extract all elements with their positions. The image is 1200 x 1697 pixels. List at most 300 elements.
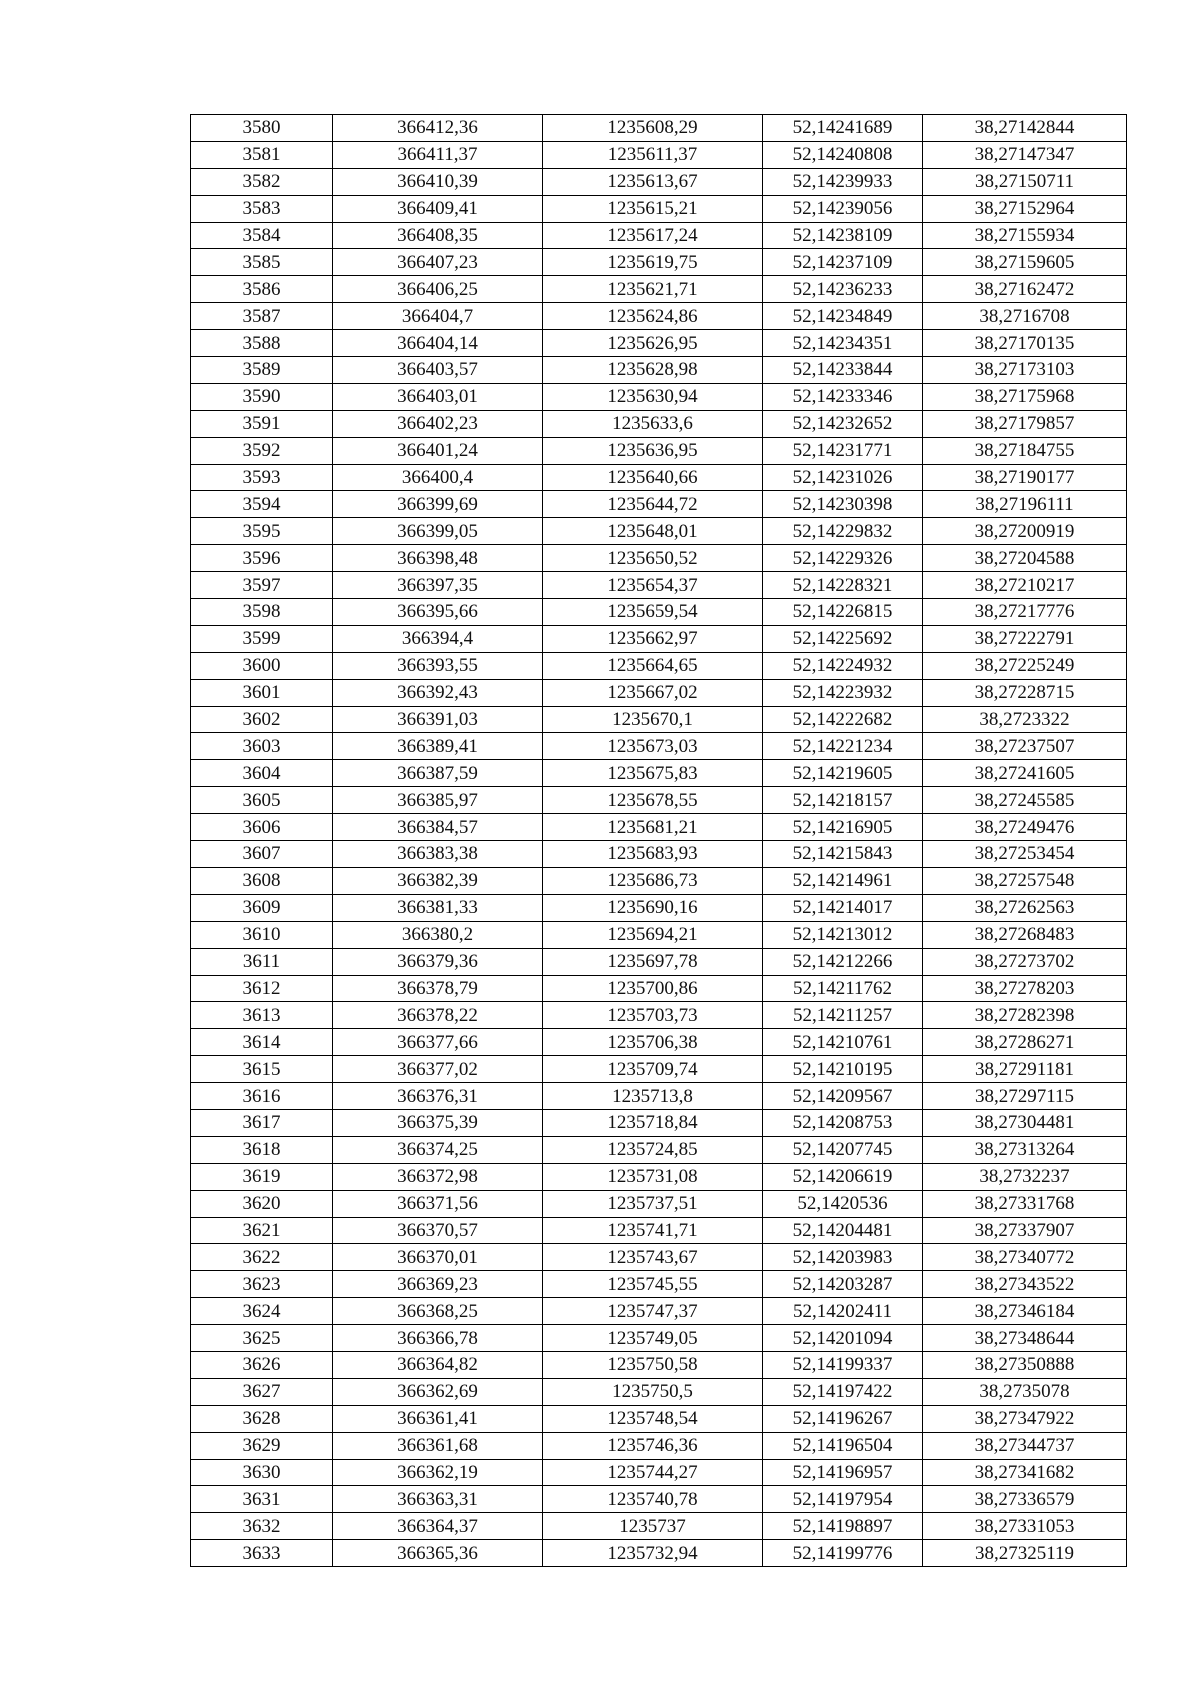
point-number-cell: 3605	[191, 787, 333, 814]
x-coordinate-cell: 366395,66	[333, 599, 543, 626]
longitude-cell: 38,27346184	[923, 1298, 1127, 1325]
point-number-cell: 3593	[191, 464, 333, 491]
y-coordinate-cell: 1235670,1	[543, 706, 763, 733]
table-row	[191, 679, 1127, 706]
latitude-cell: 52,14237109	[763, 249, 923, 276]
latitude-cell: 52,14202411	[763, 1298, 923, 1325]
table-row	[191, 1163, 1127, 1190]
longitude-cell: 38,27337907	[923, 1217, 1127, 1244]
point-number-cell: 3630	[191, 1459, 333, 1486]
point-number-cell: 3585	[191, 249, 333, 276]
longitude-cell: 38,27286271	[923, 1029, 1127, 1056]
latitude-cell: 52,14233844	[763, 357, 923, 384]
x-coordinate-cell: 366366,78	[333, 1325, 543, 1352]
point-number-cell: 3590	[191, 383, 333, 410]
x-coordinate-cell: 366369,23	[333, 1271, 543, 1298]
longitude-cell: 38,27170135	[923, 330, 1127, 357]
latitude-cell: 52,14196267	[763, 1405, 923, 1432]
longitude-cell: 38,27348644	[923, 1325, 1127, 1352]
table-row	[191, 1002, 1127, 1029]
table-row	[191, 383, 1127, 410]
point-number-cell: 3627	[191, 1378, 333, 1405]
latitude-cell: 52,14198897	[763, 1513, 923, 1540]
point-number-cell: 3623	[191, 1271, 333, 1298]
longitude-cell: 38,27347922	[923, 1405, 1127, 1432]
latitude-cell: 52,14209567	[763, 1083, 923, 1110]
table-row	[191, 437, 1127, 464]
longitude-cell: 38,2732237	[923, 1163, 1127, 1190]
x-coordinate-cell: 366381,33	[333, 894, 543, 921]
point-number-cell: 3628	[191, 1405, 333, 1432]
longitude-cell: 38,27210217	[923, 572, 1127, 599]
x-coordinate-cell: 366404,14	[333, 330, 543, 357]
table-row	[191, 1432, 1127, 1459]
table-row	[191, 1325, 1127, 1352]
longitude-cell: 38,27249476	[923, 814, 1127, 841]
point-number-cell: 3633	[191, 1540, 333, 1567]
longitude-cell: 38,27273702	[923, 948, 1127, 975]
coordinates-table	[190, 114, 1127, 1567]
table-row	[191, 733, 1127, 760]
longitude-cell: 38,27336579	[923, 1486, 1127, 1513]
table-row	[191, 1486, 1127, 1513]
table-row	[191, 491, 1127, 518]
latitude-cell: 52,14230398	[763, 491, 923, 518]
longitude-cell: 38,27173103	[923, 357, 1127, 384]
table-row	[191, 518, 1127, 545]
x-coordinate-cell: 366383,38	[333, 841, 543, 868]
table-row	[191, 1217, 1127, 1244]
table-row	[191, 948, 1127, 975]
x-coordinate-cell: 366363,31	[333, 1486, 543, 1513]
latitude-cell: 52,14219605	[763, 760, 923, 787]
table-row	[191, 599, 1127, 626]
longitude-cell: 38,27190177	[923, 464, 1127, 491]
x-coordinate-cell: 366364,37	[333, 1513, 543, 1540]
x-coordinate-cell: 366361,68	[333, 1432, 543, 1459]
table-row	[191, 1540, 1127, 1567]
y-coordinate-cell: 1235744,27	[543, 1459, 763, 1486]
longitude-cell: 38,27331768	[923, 1190, 1127, 1217]
point-number-cell: 3617	[191, 1109, 333, 1136]
longitude-cell: 38,27225249	[923, 652, 1127, 679]
longitude-cell: 38,27217776	[923, 599, 1127, 626]
x-coordinate-cell: 366410,39	[333, 168, 543, 195]
longitude-cell: 38,27253454	[923, 841, 1127, 868]
longitude-cell: 38,27155934	[923, 222, 1127, 249]
point-number-cell: 3583	[191, 195, 333, 222]
y-coordinate-cell: 1235619,75	[543, 249, 763, 276]
point-number-cell: 3582	[191, 168, 333, 195]
latitude-cell: 52,14203287	[763, 1271, 923, 1298]
x-coordinate-cell: 366403,01	[333, 383, 543, 410]
latitude-cell: 52,14196504	[763, 1432, 923, 1459]
latitude-cell: 52,14211762	[763, 975, 923, 1002]
latitude-cell: 52,14226815	[763, 599, 923, 626]
y-coordinate-cell: 1235740,78	[543, 1486, 763, 1513]
latitude-cell: 52,14228321	[763, 572, 923, 599]
x-coordinate-cell: 366399,69	[333, 491, 543, 518]
table-row	[191, 625, 1127, 652]
latitude-cell: 52,14233346	[763, 383, 923, 410]
x-coordinate-cell: 366377,66	[333, 1029, 543, 1056]
x-coordinate-cell: 366399,05	[333, 518, 543, 545]
x-coordinate-cell: 366393,55	[333, 652, 543, 679]
latitude-cell: 52,14234849	[763, 303, 923, 330]
table-row	[191, 1029, 1127, 1056]
longitude-cell: 38,27228715	[923, 679, 1127, 706]
table-row	[191, 1271, 1127, 1298]
latitude-cell: 52,14240808	[763, 141, 923, 168]
y-coordinate-cell: 1235628,98	[543, 357, 763, 384]
y-coordinate-cell: 1235686,73	[543, 867, 763, 894]
latitude-cell: 52,14241689	[763, 115, 923, 142]
point-number-cell: 3608	[191, 867, 333, 894]
table-row	[191, 1136, 1127, 1163]
point-number-cell: 3594	[191, 491, 333, 518]
latitude-cell: 52,14204481	[763, 1217, 923, 1244]
y-coordinate-cell: 1235697,78	[543, 948, 763, 975]
longitude-cell: 38,27262563	[923, 894, 1127, 921]
latitude-cell: 52,14225692	[763, 625, 923, 652]
latitude-cell: 52,14218157	[763, 787, 923, 814]
longitude-cell: 38,27179857	[923, 410, 1127, 437]
latitude-cell: 52,14238109	[763, 222, 923, 249]
point-number-cell: 3602	[191, 706, 333, 733]
table-row	[191, 357, 1127, 384]
x-coordinate-cell: 366368,25	[333, 1298, 543, 1325]
longitude-cell: 38,2716708	[923, 303, 1127, 330]
longitude-cell: 38,27291181	[923, 1056, 1127, 1083]
x-coordinate-cell: 366377,02	[333, 1056, 543, 1083]
latitude-cell: 52,14199337	[763, 1351, 923, 1378]
table-row	[191, 303, 1127, 330]
table-row	[191, 921, 1127, 948]
y-coordinate-cell: 1235621,71	[543, 276, 763, 303]
table-row	[191, 867, 1127, 894]
x-coordinate-cell: 366371,56	[333, 1190, 543, 1217]
longitude-cell: 38,27245585	[923, 787, 1127, 814]
x-coordinate-cell: 366382,39	[333, 867, 543, 894]
table-row	[191, 249, 1127, 276]
x-coordinate-cell: 366375,39	[333, 1109, 543, 1136]
point-number-cell: 3624	[191, 1298, 333, 1325]
table-row	[191, 841, 1127, 868]
x-coordinate-cell: 366364,82	[333, 1351, 543, 1378]
y-coordinate-cell: 1235732,94	[543, 1540, 763, 1567]
x-coordinate-cell: 366380,2	[333, 921, 543, 948]
point-number-cell: 3632	[191, 1513, 333, 1540]
table-row	[191, 545, 1127, 572]
y-coordinate-cell: 1235644,72	[543, 491, 763, 518]
y-coordinate-cell: 1235731,08	[543, 1163, 763, 1190]
y-coordinate-cell: 1235724,85	[543, 1136, 763, 1163]
x-coordinate-cell: 366370,01	[333, 1244, 543, 1271]
y-coordinate-cell: 1235703,73	[543, 1002, 763, 1029]
y-coordinate-cell: 1235737	[543, 1513, 763, 1540]
y-coordinate-cell: 1235654,37	[543, 572, 763, 599]
y-coordinate-cell: 1235617,24	[543, 222, 763, 249]
point-number-cell: 3604	[191, 760, 333, 787]
table-row	[191, 1405, 1127, 1432]
point-number-cell: 3598	[191, 599, 333, 626]
table-row	[191, 141, 1127, 168]
latitude-cell: 52,1420536	[763, 1190, 923, 1217]
y-coordinate-cell: 1235706,38	[543, 1029, 763, 1056]
latitude-cell: 52,14236233	[763, 276, 923, 303]
longitude-cell: 38,27150711	[923, 168, 1127, 195]
latitude-cell: 52,14210761	[763, 1029, 923, 1056]
latitude-cell: 52,14199776	[763, 1540, 923, 1567]
y-coordinate-cell: 1235650,52	[543, 545, 763, 572]
coordinates-table-body	[191, 115, 1127, 1567]
x-coordinate-cell: 366379,36	[333, 948, 543, 975]
longitude-cell: 38,27313264	[923, 1136, 1127, 1163]
longitude-cell: 38,27162472	[923, 276, 1127, 303]
table-row	[191, 1351, 1127, 1378]
longitude-cell: 38,27159605	[923, 249, 1127, 276]
latitude-cell: 52,14196957	[763, 1459, 923, 1486]
table-row	[191, 330, 1127, 357]
point-number-cell: 3621	[191, 1217, 333, 1244]
y-coordinate-cell: 1235630,94	[543, 383, 763, 410]
point-number-cell: 3620	[191, 1190, 333, 1217]
point-number-cell: 3600	[191, 652, 333, 679]
x-coordinate-cell: 366362,69	[333, 1378, 543, 1405]
table-row	[191, 464, 1127, 491]
point-number-cell: 3587	[191, 303, 333, 330]
table-row	[191, 1056, 1127, 1083]
table-row	[191, 1378, 1127, 1405]
latitude-cell: 52,14208753	[763, 1109, 923, 1136]
y-coordinate-cell: 1235750,58	[543, 1351, 763, 1378]
longitude-cell: 38,27344737	[923, 1432, 1127, 1459]
point-number-cell: 3614	[191, 1029, 333, 1056]
x-coordinate-cell: 366378,22	[333, 1002, 543, 1029]
latitude-cell: 52,14210195	[763, 1056, 923, 1083]
latitude-cell: 52,14229326	[763, 545, 923, 572]
y-coordinate-cell: 1235675,83	[543, 760, 763, 787]
y-coordinate-cell: 1235608,29	[543, 115, 763, 142]
y-coordinate-cell: 1235737,51	[543, 1190, 763, 1217]
point-number-cell: 3601	[191, 679, 333, 706]
point-number-cell: 3618	[191, 1136, 333, 1163]
table-row	[191, 1298, 1127, 1325]
longitude-cell: 38,27142844	[923, 115, 1127, 142]
table-row	[191, 975, 1127, 1002]
point-number-cell: 3592	[191, 437, 333, 464]
x-coordinate-cell: 366389,41	[333, 733, 543, 760]
y-coordinate-cell: 1235624,86	[543, 303, 763, 330]
point-number-cell: 3616	[191, 1083, 333, 1110]
latitude-cell: 52,14212266	[763, 948, 923, 975]
y-coordinate-cell: 1235749,05	[543, 1325, 763, 1352]
table-row	[191, 572, 1127, 599]
y-coordinate-cell: 1235746,36	[543, 1432, 763, 1459]
x-coordinate-cell: 366401,24	[333, 437, 543, 464]
x-coordinate-cell: 366408,35	[333, 222, 543, 249]
point-number-cell: 3599	[191, 625, 333, 652]
x-coordinate-cell: 366391,03	[333, 706, 543, 733]
point-number-cell: 3610	[191, 921, 333, 948]
longitude-cell: 38,27325119	[923, 1540, 1127, 1567]
longitude-cell: 38,27343522	[923, 1271, 1127, 1298]
latitude-cell: 52,14197422	[763, 1378, 923, 1405]
x-coordinate-cell: 366394,4	[333, 625, 543, 652]
point-number-cell: 3622	[191, 1244, 333, 1271]
point-number-cell: 3603	[191, 733, 333, 760]
latitude-cell: 52,14211257	[763, 1002, 923, 1029]
longitude-cell: 38,27304481	[923, 1109, 1127, 1136]
point-number-cell: 3595	[191, 518, 333, 545]
latitude-cell: 52,14231026	[763, 464, 923, 491]
point-number-cell: 3591	[191, 410, 333, 437]
x-coordinate-cell: 366385,97	[333, 787, 543, 814]
table-row	[191, 652, 1127, 679]
y-coordinate-cell: 1235681,21	[543, 814, 763, 841]
longitude-cell: 38,27268483	[923, 921, 1127, 948]
longitude-cell: 38,27282398	[923, 1002, 1127, 1029]
longitude-cell: 38,27297115	[923, 1083, 1127, 1110]
point-number-cell: 3609	[191, 894, 333, 921]
longitude-cell: 38,27200919	[923, 518, 1127, 545]
table-row	[191, 894, 1127, 921]
x-coordinate-cell: 366411,37	[333, 141, 543, 168]
x-coordinate-cell: 366409,41	[333, 195, 543, 222]
x-coordinate-cell: 366403,57	[333, 357, 543, 384]
y-coordinate-cell: 1235673,03	[543, 733, 763, 760]
x-coordinate-cell: 366387,59	[333, 760, 543, 787]
y-coordinate-cell: 1235694,21	[543, 921, 763, 948]
table-row	[191, 1459, 1127, 1486]
y-coordinate-cell: 1235690,16	[543, 894, 763, 921]
point-number-cell: 3586	[191, 276, 333, 303]
latitude-cell: 52,14213012	[763, 921, 923, 948]
x-coordinate-cell: 366404,7	[333, 303, 543, 330]
y-coordinate-cell: 1235741,71	[543, 1217, 763, 1244]
latitude-cell: 52,14239933	[763, 168, 923, 195]
point-number-cell: 3588	[191, 330, 333, 357]
latitude-cell: 52,14222682	[763, 706, 923, 733]
table-row	[191, 410, 1127, 437]
longitude-cell: 38,27147347	[923, 141, 1127, 168]
latitude-cell: 52,14214017	[763, 894, 923, 921]
table-row	[191, 276, 1127, 303]
y-coordinate-cell: 1235633,6	[543, 410, 763, 437]
latitude-cell: 52,14203983	[763, 1244, 923, 1271]
x-coordinate-cell: 366378,79	[333, 975, 543, 1002]
point-number-cell: 3580	[191, 115, 333, 142]
x-coordinate-cell: 366362,19	[333, 1459, 543, 1486]
table-row	[191, 195, 1127, 222]
longitude-cell: 38,27152964	[923, 195, 1127, 222]
x-coordinate-cell: 366398,48	[333, 545, 543, 572]
y-coordinate-cell: 1235648,01	[543, 518, 763, 545]
y-coordinate-cell: 1235718,84	[543, 1109, 763, 1136]
x-coordinate-cell: 366365,36	[333, 1540, 543, 1567]
point-number-cell: 3612	[191, 975, 333, 1002]
table-row	[191, 787, 1127, 814]
longitude-cell: 38,27257548	[923, 867, 1127, 894]
longitude-cell: 38,27204588	[923, 545, 1127, 572]
x-coordinate-cell: 366412,36	[333, 115, 543, 142]
table-row	[191, 168, 1127, 195]
y-coordinate-cell: 1235678,55	[543, 787, 763, 814]
x-coordinate-cell: 366374,25	[333, 1136, 543, 1163]
table-row	[191, 814, 1127, 841]
latitude-cell: 52,14231771	[763, 437, 923, 464]
y-coordinate-cell: 1235662,97	[543, 625, 763, 652]
latitude-cell: 52,14201094	[763, 1325, 923, 1352]
longitude-cell: 38,27350888	[923, 1351, 1127, 1378]
y-coordinate-cell: 1235659,54	[543, 599, 763, 626]
y-coordinate-cell: 1235683,93	[543, 841, 763, 868]
table-row	[191, 1083, 1127, 1110]
y-coordinate-cell: 1235750,5	[543, 1378, 763, 1405]
point-number-cell: 3629	[191, 1432, 333, 1459]
y-coordinate-cell: 1235613,67	[543, 168, 763, 195]
longitude-cell: 38,27331053	[923, 1513, 1127, 1540]
x-coordinate-cell: 366384,57	[333, 814, 543, 841]
latitude-cell: 52,14206619	[763, 1163, 923, 1190]
longitude-cell: 38,27278203	[923, 975, 1127, 1002]
longitude-cell: 38,27196111	[923, 491, 1127, 518]
latitude-cell: 52,14215843	[763, 841, 923, 868]
latitude-cell: 52,14239056	[763, 195, 923, 222]
longitude-cell: 38,27184755	[923, 437, 1127, 464]
y-coordinate-cell: 1235747,37	[543, 1298, 763, 1325]
point-number-cell: 3611	[191, 948, 333, 975]
table-row	[191, 222, 1127, 249]
point-number-cell: 3615	[191, 1056, 333, 1083]
x-coordinate-cell: 366406,25	[333, 276, 543, 303]
latitude-cell: 52,14221234	[763, 733, 923, 760]
table-row	[191, 1190, 1127, 1217]
point-number-cell: 3625	[191, 1325, 333, 1352]
x-coordinate-cell: 366407,23	[333, 249, 543, 276]
y-coordinate-cell: 1235640,66	[543, 464, 763, 491]
longitude-cell: 38,2735078	[923, 1378, 1127, 1405]
longitude-cell: 38,2723322	[923, 706, 1127, 733]
x-coordinate-cell: 366376,31	[333, 1083, 543, 1110]
y-coordinate-cell: 1235743,67	[543, 1244, 763, 1271]
table-row	[191, 760, 1127, 787]
point-number-cell: 3596	[191, 545, 333, 572]
latitude-cell: 52,14214961	[763, 867, 923, 894]
table-row	[191, 1244, 1127, 1271]
point-number-cell: 3613	[191, 1002, 333, 1029]
point-number-cell: 3606	[191, 814, 333, 841]
y-coordinate-cell: 1235709,74	[543, 1056, 763, 1083]
longitude-cell: 38,27341682	[923, 1459, 1127, 1486]
y-coordinate-cell: 1235745,55	[543, 1271, 763, 1298]
latitude-cell: 52,14229832	[763, 518, 923, 545]
latitude-cell: 52,14216905	[763, 814, 923, 841]
longitude-cell: 38,27175968	[923, 383, 1127, 410]
longitude-cell: 38,27237507	[923, 733, 1127, 760]
y-coordinate-cell: 1235748,54	[543, 1405, 763, 1432]
x-coordinate-cell: 366370,57	[333, 1217, 543, 1244]
table-row	[191, 706, 1127, 733]
y-coordinate-cell: 1235615,21	[543, 195, 763, 222]
point-number-cell: 3626	[191, 1351, 333, 1378]
latitude-cell: 52,14234351	[763, 330, 923, 357]
point-number-cell: 3619	[191, 1163, 333, 1190]
x-coordinate-cell: 366361,41	[333, 1405, 543, 1432]
point-number-cell: 3581	[191, 141, 333, 168]
x-coordinate-cell: 366402,23	[333, 410, 543, 437]
longitude-cell: 38,27241605	[923, 760, 1127, 787]
